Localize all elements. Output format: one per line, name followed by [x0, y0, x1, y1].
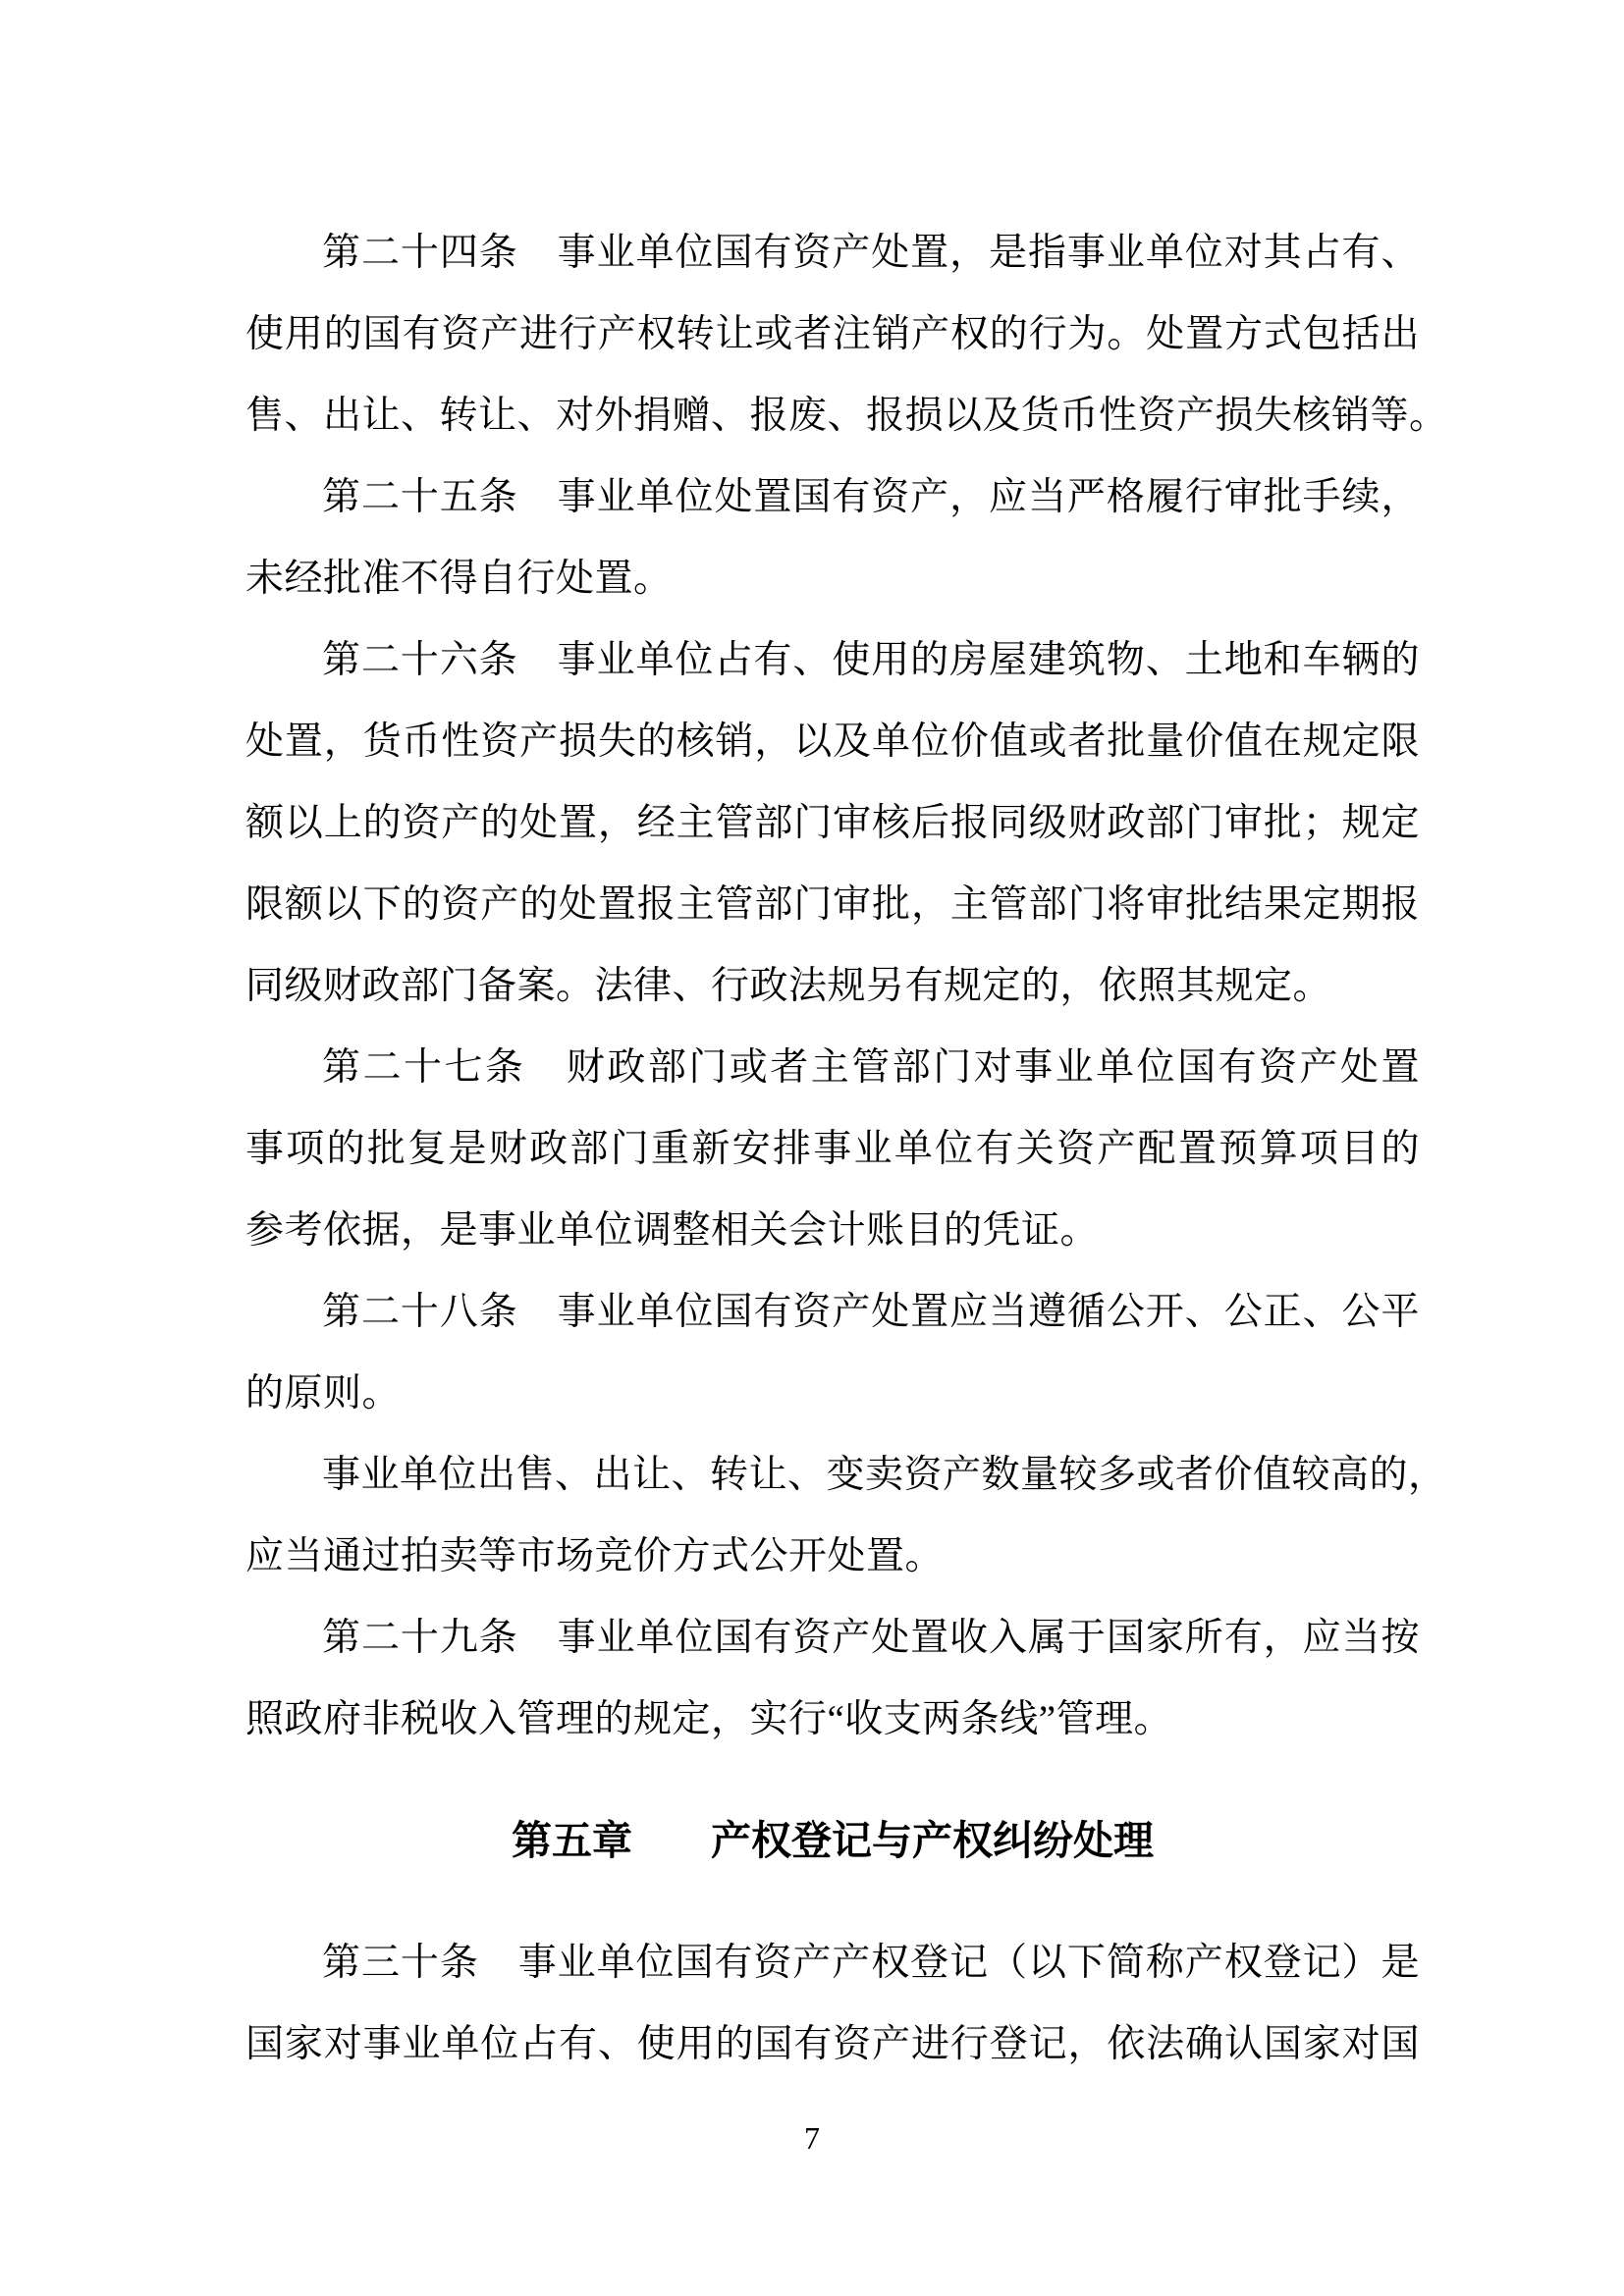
article-24-line-3: 售、出让、转让、对外捐赠、报废、报损以及货币性资产损失核销等。	[245, 395, 1448, 437]
article-29-line-2: 照政府非税收入管理的规定，实行“收支两条线”管理。	[245, 1698, 1173, 1740]
article-27-line-2: 事项的批复是财政部门重新安排事业单位有关资产配置预算项目的	[245, 1128, 1420, 1170]
article-26-line-3: 额以上的资产的处置，经主管部门审核后报同级财政部门审批；规定	[245, 802, 1420, 844]
article-28-cont-line-1: 事业单位出售、出让、转让、变卖资产数量较多或者价值较高的，	[322, 1454, 1447, 1496]
article-27-line-1: 第二十七条 财政部门或者主管部门对事业单位国有资产处置	[322, 1046, 1420, 1089]
article-27	[245, 1027, 1420, 1271]
chapter-number: 第五章	[512, 1818, 632, 1863]
article-26	[245, 619, 1420, 1027]
article-30	[245, 1922, 1420, 2085]
article-24	[245, 212, 1448, 456]
article-28	[245, 1271, 1420, 1434]
article-28-line-2: 的原则。	[245, 1372, 402, 1415]
page-number: 7	[804, 2120, 820, 2156]
article-29-line-1: 第二十九条 事业单位国有资产处置收入属于国家所有，应当按	[322, 1617, 1420, 1659]
article-24-line-2: 使用的国有资产进行产权转让或者注销产权的行为。处置方式包括出	[245, 313, 1420, 355]
document-body	[245, 212, 1448, 2085]
article-28-cont-line-2: 应当通过拍卖等市场竞价方式公开处置。	[245, 1535, 945, 1577]
article-28-line-1: 第二十八条 事业单位国有资产处置应当遵循公开、公正、公平	[322, 1291, 1420, 1333]
article-26-line-2: 处置，货币性资产损失的核销，以及单位价值或者批量价值在规定限	[245, 721, 1420, 763]
article-30-line-1: 第三十条 事业单位国有资产产权登记（以下简称产权登记）是	[322, 1942, 1420, 1984]
article-26-line-1: 第二十六条 事业单位占有、使用的房屋建筑物、土地和车辆的	[322, 639, 1420, 681]
article-29	[245, 1597, 1420, 1760]
article-25-line-1: 第二十五条 事业单位处置国有资产，应当严格履行审批手续，	[322, 476, 1420, 518]
chapter-5-heading	[245, 1800, 1420, 1882]
article-25	[245, 456, 1420, 619]
article-26-line-4: 限额以下的资产的处置报主管部门审批，主管部门将审批结果定期报	[245, 883, 1420, 926]
article-30-line-2: 国家对事业单位占有、使用的国有资产进行登记，依法确认国家对国	[245, 2023, 1420, 2065]
article-25-line-2: 未经批准不得自行处置。	[245, 558, 673, 600]
chapter-title: 产权登记与产权纠纷处理	[711, 1818, 1154, 1863]
article-27-line-3: 参考依据，是事业单位调整相关会计账目的凭证。	[245, 1209, 1100, 1252]
article-28-continuation	[245, 1434, 1447, 1597]
article-24-line-1: 第二十四条 事业单位国有资产处置，是指事业单位对其占有、	[322, 232, 1420, 274]
article-26-line-5: 同级财政部门备案。法律、行政法规另有规定的，依照其规定。	[245, 965, 1332, 1007]
